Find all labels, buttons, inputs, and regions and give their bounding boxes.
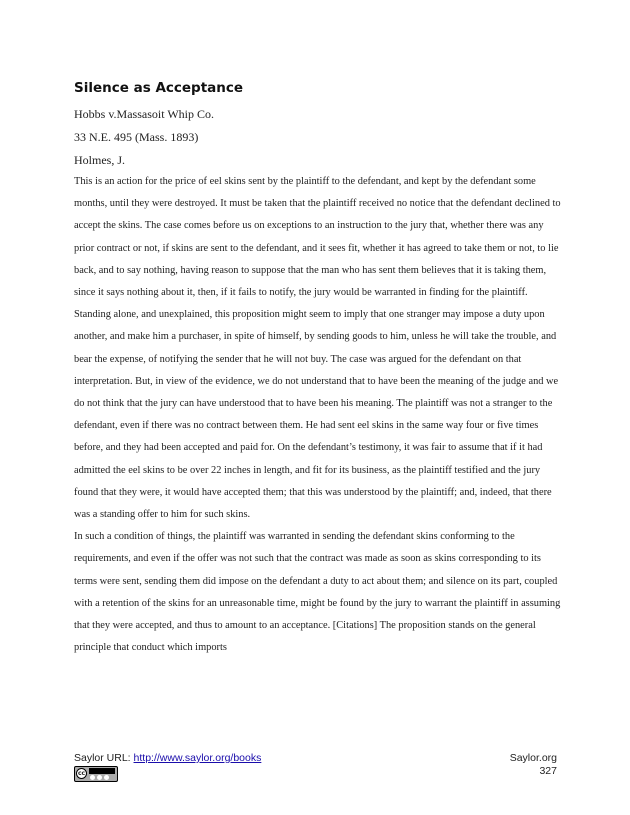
paragraph-2: Standing alone, and unexplained, this proposition might seem to imply that one stranger may impose a duty upon another, and make him a purchaser, in spite of himself, by sending goods to him, unless he will take the trouble, and bear the expense, of notifying the sender that he will not buy. The case was argued for the defendant on that interpretation. But, in view of the evidence, we do not understand that to have been the meaning of the judge and we do not think that the jury can have understood that to have been his meaning. The plaintiff was not a stranger to the defendant, even if there was no contract between them. He had sent eel skins in the same way four or five times before, and they had been accepted and paid for. On the defendant’s testimony, it was fair to assume that if it had admitted the eel skins to be over 22 inches in length, and fit for its business, as the plaintiff testified and the jury found that they were, it would have accepted them; that this was understood by the plaintiff; and, indeed, that there was a standing offer to him for such skins. — [74, 309, 559, 521]
license-terms-icon — [90, 775, 115, 780]
page-number: 327 — [539, 765, 557, 777]
section-heading: Silence as Acceptance — [74, 80, 244, 96]
case-name: Hobbs v.Massasoit Whip Co. — [74, 107, 215, 121]
creative-commons-license-icon — [74, 766, 118, 782]
footer-site: Saylor.org — [509, 752, 557, 764]
footer-url-link[interactable]: http://www.saylor.org/books — [133, 752, 262, 764]
cc-logo-icon: cc — [77, 770, 86, 777]
license-strip-icon — [89, 768, 115, 774]
paragraph-3: In such a condition of things, the plaintiff was warranted in sending the defendant skins conforming to the requirements, and even if the offer was not such that the contract was made as soon as skins corresponding to its terms were sent, sending them did impose on the defendant a duty to act about them; and silence on its part, coupled with a retention of the skins for an unreasonable time, might be found by the jury to warrant the plaintiff in assuming that they were accepted, and thus to amount to an acceptance. [Citations] The proposition stands on the general principle that conduct which imports — [74, 531, 561, 654]
opinion-body — [74, 171, 564, 659]
case-judge: Holmes, J. — [74, 153, 125, 167]
case-citation: 33 N.E. 495 (Mass. 1893) — [74, 130, 199, 144]
paragraph-1: This is an action for the price of eel skins sent by the plaintiff to the defendant, and kept by the defendant some months, until they were destroyed. It must be taken that the plaintiff received no notice that the defendant declined to accept the skins. The case comes before us on exceptions to an instruction to the jury that, whether there was any prior contract or not, if skins are sent to the defendant, and it sees fit, whether it has agreed to take them or not, to lie back, and to say nothing, having reason to suppose that the man who has sent them believes that it is taking them, since it says nothing about it, then, if it fails to notify, the jury would be warranted in finding for the plaintiff. — [74, 176, 561, 299]
footer-left — [74, 752, 261, 764]
footer-url-label: Saylor URL: — [74, 752, 134, 764]
footer-right — [510, 752, 557, 778]
